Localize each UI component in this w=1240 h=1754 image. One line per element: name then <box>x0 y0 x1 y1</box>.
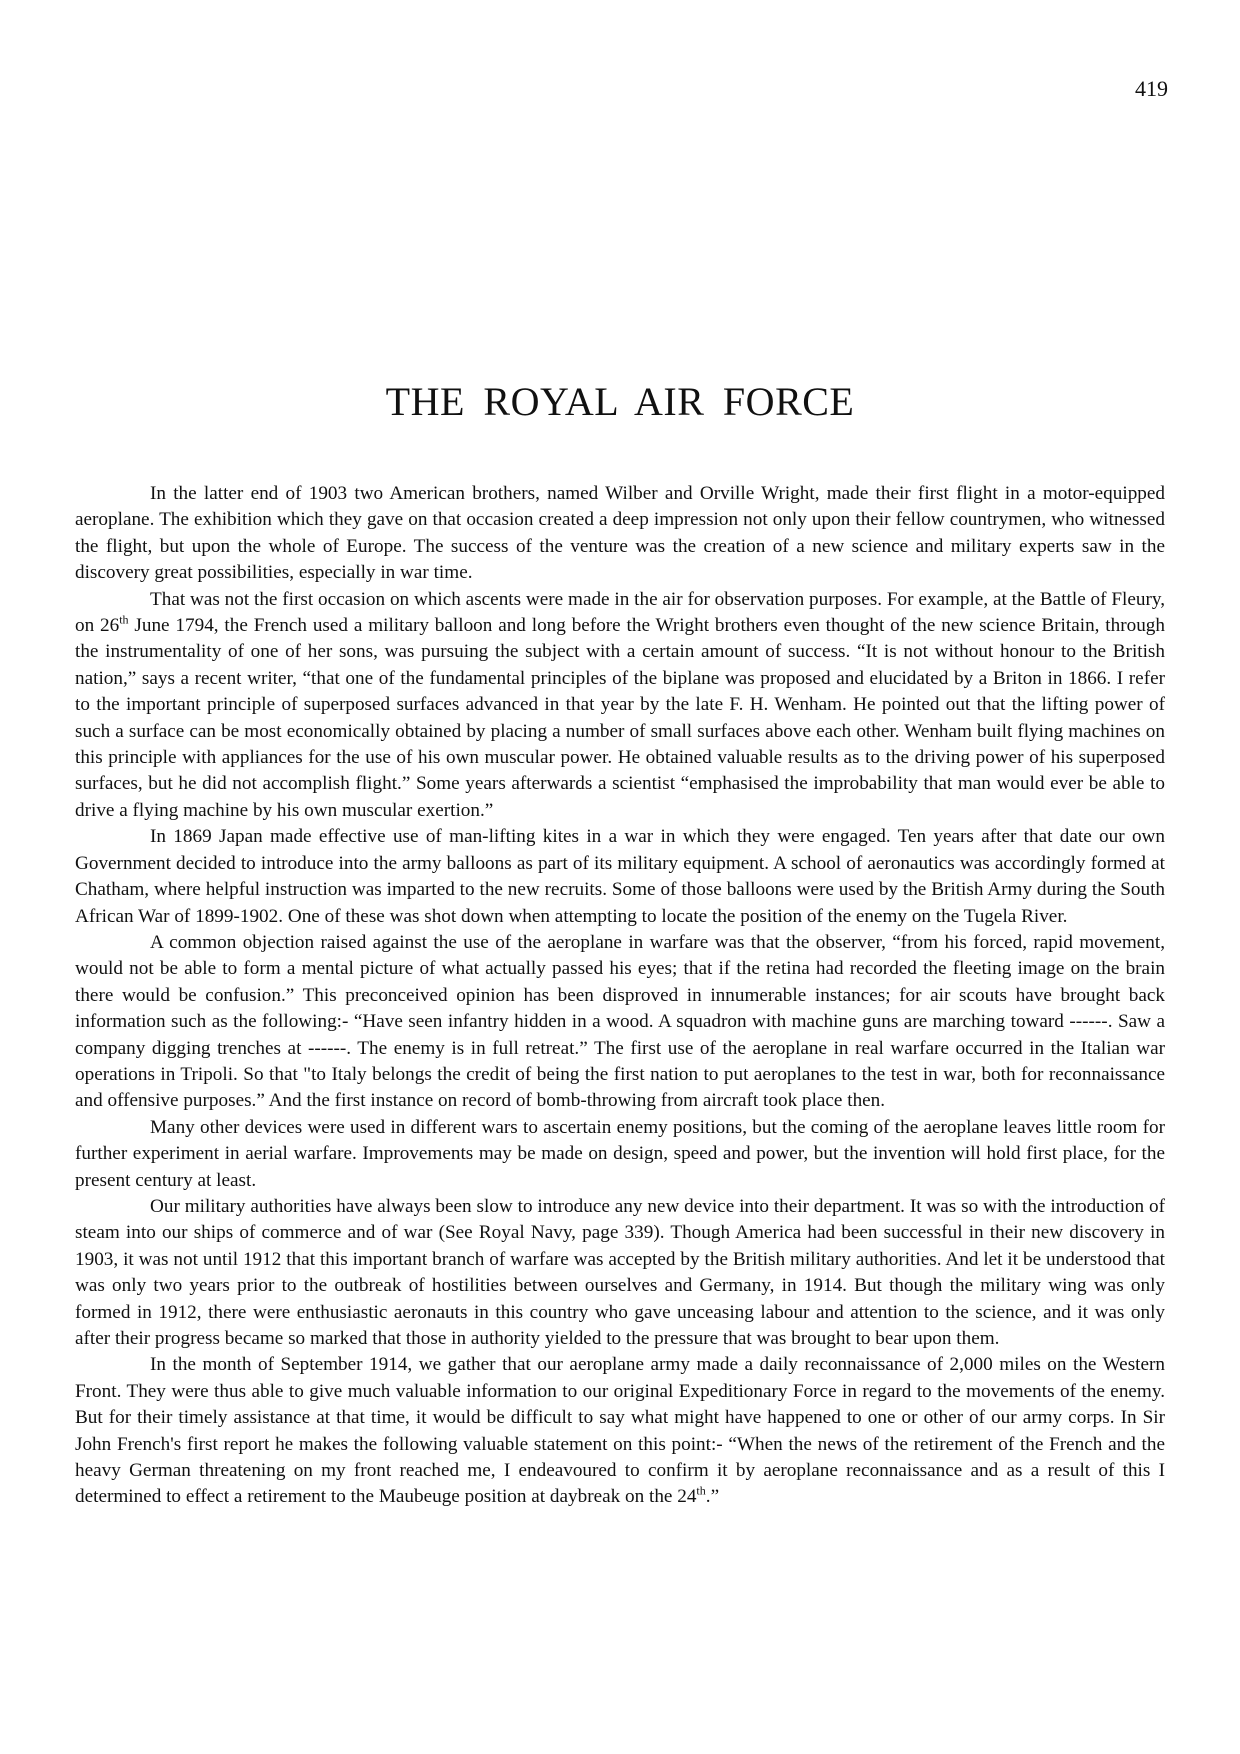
superscript: th <box>696 1484 706 1499</box>
paragraph <box>75 587 1165 825</box>
paragraph <box>75 481 1165 587</box>
text-run: Our military authorities have always been slow to introduce any new device into their department. It was so with the introduction of steam into our ships of commerce and of war (See Royal Navy, page 339). Though America had been successful in their new discovery in 1903, it was not until 1912 that this important branch of warfare was accepted by the British military authorities. And let it be understood that was only two years prior to the outbreak of hostilities between ourselves and Germany, in 1914. But though the military wing was only formed in 1912, there were enthusiastic aeronauts in this country who gave unceasing labour and attention to the science, and it was only after their progress became so marked that those in authority yielded to the pressure that was brought to bear upon them. <box>75 1195 1165 1349</box>
page-number: 419 <box>1135 76 1168 101</box>
body-text <box>75 481 1165 1511</box>
text-run: In 1869 Japan made effective use of man-lifting kites in a war in which they were engaged. Ten years after that date our own Government decided to introduce into the army balloons as part of its military equipment. A school of aeronautics was accordingly formed at Chatham, where helpful instruction was imparted to the new recruits. Some of those balloons were used by the British Army during the South African War of 1899-1902. One of these was shot down when attempting to locate the position of the enemy on the Tugela River. <box>75 826 1165 927</box>
text-run: A common objection raised against the use of the aeroplane in warfare was that the observer, “from his forced, rapid movement, would not be able to form a mental picture of what actually passed his eyes; that if the retina had recorded the fleeting image on the brain there would be confusion.” This preconceived opinion has been disproved in innumerable instances; for air scouts have brought back information such as the following:- “Have seen infantry hidden in a wood. A squadron with machine guns are marching toward ------. Saw a company digging trenches at ------. The enemy is in full retreat.” The first use of the aeroplane in real warfare occurred in the Italian war operations in Tripoli. So that "to Italy belongs the credit of being the first nation to put aeroplanes to the test in war, both for reconnaissance and offensive purposes.” And the first instance on record of bomb-throwing from aircraft took place then. <box>75 931 1165 1112</box>
text-run: That was not the first occasion on which ascents were made in the air for observation purposes. For example, at the Battle of Fleury, on 26 <box>75 588 1165 637</box>
text-run: In the latter end of 1903 two American brothers, named Wilber and Orville Wright, made their first flight in a motor-equipped aeroplane. The exhibition which they gave on that occasion created a deep impression not only upon their fellow countrymen, who witnessed the flight, but upon the whole of Europe. The success of the venture was the creation of a new science and military experts saw in the discovery great possibilities, especially in war time. <box>75 483 1165 584</box>
paragraph <box>75 1194 1165 1352</box>
paragraph <box>75 824 1165 930</box>
paragraph <box>75 930 1165 1115</box>
paragraph <box>75 1352 1165 1510</box>
text-run: .” <box>705 1486 720 1508</box>
paragraph <box>75 1115 1165 1194</box>
text-run: In the month of September 1914, we gather that our aeroplane army made a daily reconnaissance of 2,000 miles on the Western Front. They were thus able to give much valuable information to our original Expeditionary Force in regard to the movements of the enemy. But for their timely assistance at that time, it would be difficult to say what might have happened to one or other of our army corps. In Sir John French's first report he makes the following valuable statement on this point:- “When the news of the retirement of the French and the heavy German threatening on my front reached me, I endeavoured to confirm it by aeroplane reconnaissance and as a result of this I determined to effect a retirement to the Maubeuge position at daybreak on the 24 <box>75 1354 1165 1508</box>
text-run: Many other devices were used in different wars to ascertain enemy positions, but the coming of the aeroplane leaves little room for further experiment in aerial warfare. Improvements may be made on design, speed and power, but the invention will hold first place, for the present century at least. <box>75 1116 1165 1191</box>
superscript: th <box>119 612 129 627</box>
chapter-title: THE ROYAL AIR FORCE <box>385 379 855 424</box>
text-run: June 1794, the French used a military balloon and long before the Wright brothers even thought of the new science Britain, through the instrumentality of one of her sons, was pursuing the subject with a certain amount of success. “It is not without honour to the British nation,” says a recent writer, “that one of the fundamental principles of the biplane was proposed and elucidated by a Briton in 1866. I refer to the important principle of superposed surfaces advanced in that year by the late F. H. Wenham. He pointed out that the lifting power of such a surface can be most economically obtained by placing a number of small surfaces above each other. Wenham built flying machines on this principle with appliances for the use of his own muscular power. He obtained valuable results as to the driving power of his superposed surfaces, but he did not accomplish flight.” Some years afterwards a scientist “emphasised the improbability that man would ever be able to drive a flying machine by his own muscular exertion.” <box>75 615 1165 821</box>
